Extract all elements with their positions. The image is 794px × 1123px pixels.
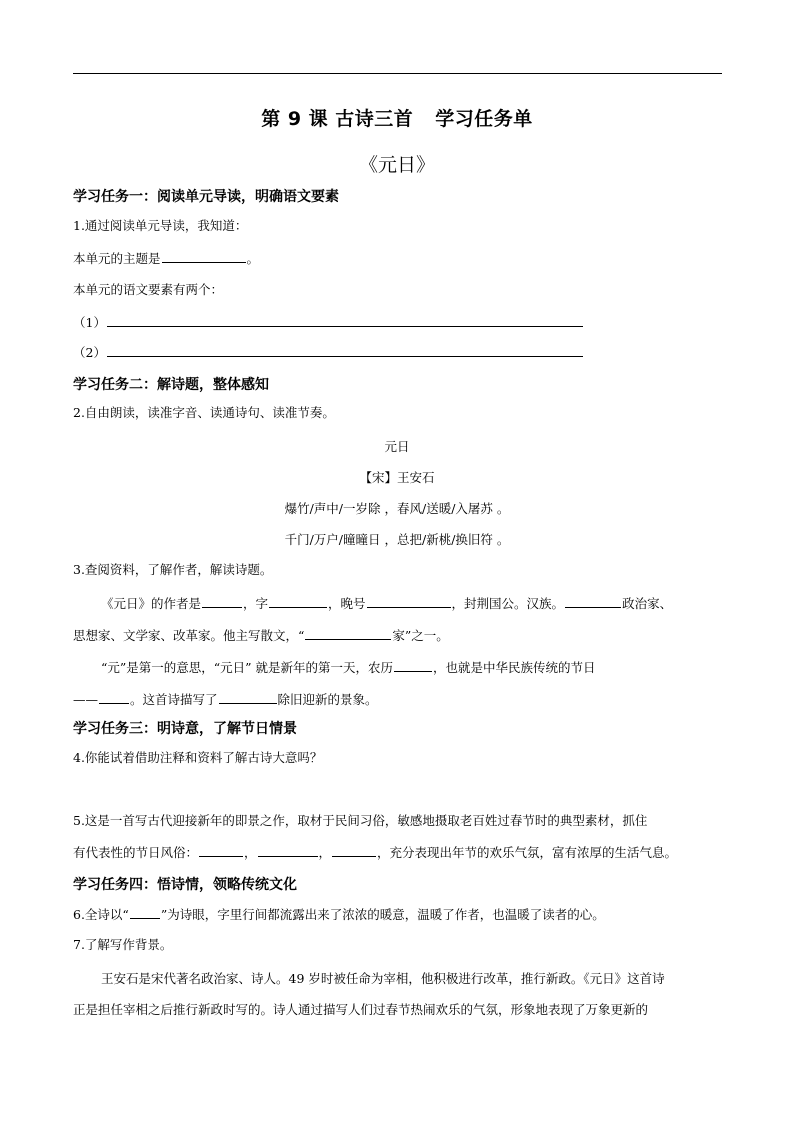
dynasty-blank[interactable] [565,595,621,608]
author-paragraph-line-1: 《元日》的作者是 ，字 ，晚号 ，封荆国公。汉族。 政治家、 [101,596,673,611]
task4-heading: 学习任务四：悟诗情，领略传统文化 [73,877,297,893]
festival-blank[interactable] [99,691,129,704]
scene-blank[interactable] [219,691,277,704]
background-line-2: 正是担任宰相之后推行新政时写的。诗人通过描写人们过春节热闹欢乐的气氛，形象地表现了万象更新的 [73,1002,649,1017]
question-5-line-1: 5.这是一首写古代迎接新年的即景之作，取材于民间习俗，敏感地摄取老百姓过春节时的典型素材，抓住 [73,813,648,828]
lesson-title: 第 9 课 古诗三首 [261,108,414,130]
question-3: 3.查阅资料，了解作者，解读诗题。 [73,562,273,577]
author-paragraph-line-2: 思想家、文学家、改革家。他主写散文，“ 家”之一。 [73,628,449,643]
poem-eye-blank[interactable] [130,906,160,919]
poem-line-1: 爆竹/声中/一岁除 ，春风/送暖/入屠苏 。 [284,501,510,516]
lunar-date-blank[interactable] [394,659,432,672]
question-1: 1.通过阅读单元导读，我知道： [73,218,248,233]
theme-blank[interactable] [162,250,246,263]
custom-blank-2[interactable] [258,844,318,857]
poem-subtitle: 《元日》 [358,154,435,176]
question-2: 2.自由朗读，读准字音、读通诗句、读准节奏。 [73,405,335,420]
title-paragraph-line-1: “元”是第一的意思，“元日” 就是新年的第一天，农历 ，也就是中华民族传统的节日 [101,660,596,675]
late-name-blank[interactable] [367,595,451,608]
author-name-blank[interactable] [202,595,242,608]
background-line-1: 王安石是宋代著名政治家、诗人。49 岁时被任命为宰相，他积极进行改革，推行新政。《元日》这首诗 [101,971,665,986]
task2-heading: 学习任务二：解诗题，整体感知 [73,377,269,393]
courtesy-name-blank[interactable] [269,595,327,608]
prose-master-blank[interactable] [305,627,391,640]
question-6: 6.全诗以“ ”为诗眼，字里行间都流露出来了浓浓的暖意，温暖了作者，也温暖了读者的心。 [73,907,605,922]
page-title [0,104,794,131]
custom-blank-1[interactable] [199,844,243,857]
theme-line: 本单元的主题是 。 [73,251,260,266]
task1-heading: 学习任务一：阅读单元导读，明确语文要素 [73,189,339,205]
question-7: 7.了解写作背景。 [73,937,173,952]
custom-blank-3[interactable] [332,844,376,857]
elements-intro: 本单元的语文要素有两个： [73,282,224,297]
question-5-line-2: 有代表性的节日风俗： ， ， ，充分表现出年节的欢乐气氛，富有浓厚的生活气息。 [73,845,678,860]
question-4: 4.你能试着借助注释和资料了解古诗大意吗？ [73,750,323,765]
element-2-blank[interactable] [107,344,583,357]
title-paragraph-line-2: —— 。这首诗描写了 除旧迎新的景象。 [73,692,378,707]
poem-line-2: 千门/万户/曈曈日 ，总把/新桃/换旧符 。 [284,532,510,547]
element-item-1: （1） [73,314,584,331]
poem-title: 元日 [384,439,410,454]
element-item-2: （2） [73,344,584,361]
header-rule [73,73,722,74]
sheet-title: 学习任务单 [435,108,533,130]
task3-heading: 学习任务三：明诗意，了解节日情景 [73,721,297,737]
element-1-blank[interactable] [107,314,583,327]
poem-author: 【宋】王安石 [359,470,435,485]
